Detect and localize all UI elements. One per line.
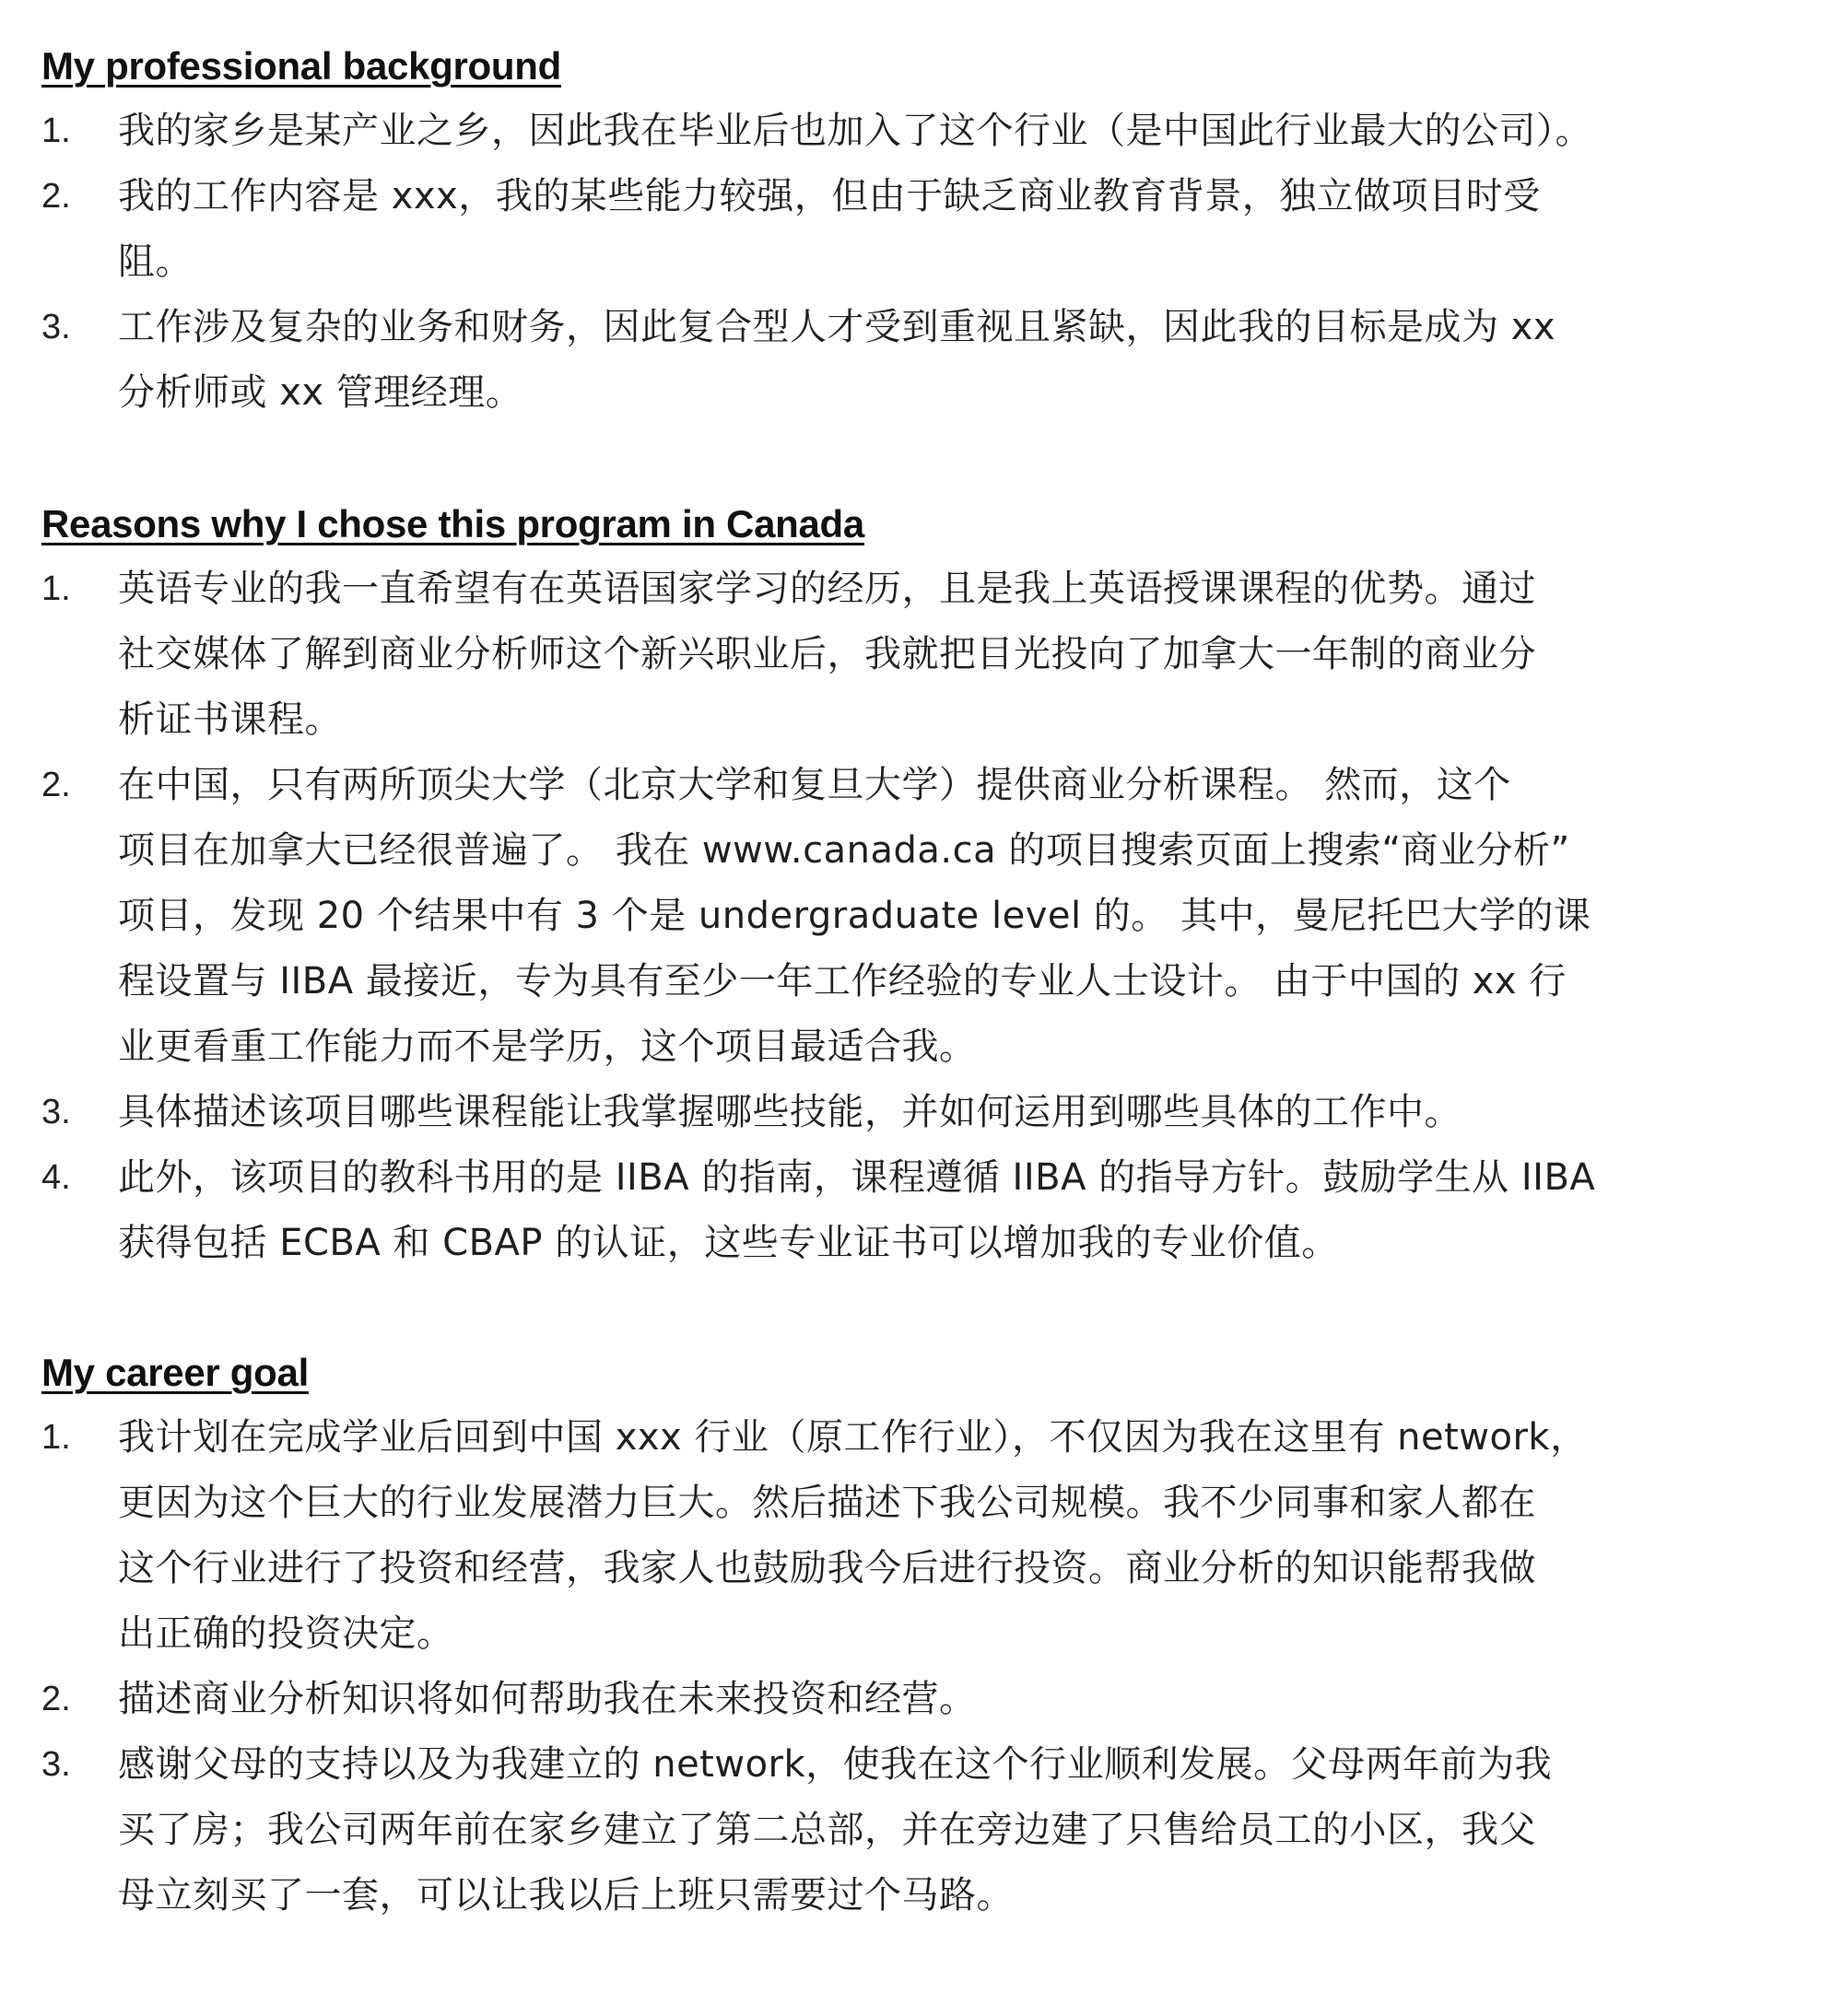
list-text-line: 英语专业的我一直希望有在英语国家学习的经历，且是我上英语授课课程的优势。通过 (118, 568, 1536, 610)
list-text-line: 具体描述该项目哪些课程能让我掌握哪些技能，并如何运用到哪些具体的工作中。 (118, 1091, 1461, 1133)
list-text-line: 更因为这个巨大的行业发展潜力巨大。然后描述下我公司规模。我不少同事和家人都在 (118, 1482, 1536, 1524)
list-text-line: 感谢父母的支持以及为我建立的 network，使我在这个行业顺利发展。父母两年前为我 (118, 1743, 1553, 1786)
list-text-line: 此外，该项目的教科书用的是 IIBA 的指南，课程遵循 IIBA 的指导方针。鼓励学生从 IIBA (118, 1156, 1596, 1199)
list-text-line: 出正确的投资决定。 (118, 1612, 454, 1655)
list-text-line: 项目，发现 20 个结果中有 3 个是 undergraduate level 的。 其中，曼尼托巴大学的课 (118, 895, 1591, 937)
list-text-line: 在中国，只有两所顶尖大学（北京大学和复旦大学）提供商业分析课程。 然而，这个 (118, 764, 1511, 806)
list-text-line: 程设置与 IIBA 最接近，专为具有至少一年工作经验的专业人士设计。 由于中国的 xx 行 (118, 960, 1567, 1002)
list-text-line: 业更看重工作能力而不是学历，这个项目最适合我。 (118, 1026, 977, 1068)
list-text-line: 工作涉及复杂的业务和财务，因此复合型人才受到重视且紧缺，因此我的目标是成为 xx (118, 306, 1556, 348)
list-text-line: 这个行业进行了投资和经营，我家人也鼓励我今后进行投资。商业分析的知识能帮我做 (118, 1547, 1536, 1589)
list-text-line: 我的家乡是某产业之乡，因此我在毕业后也加入了这个行业（是中国此行业最大的公司）。 (118, 110, 1592, 152)
list-number: 1. (41, 1418, 71, 1457)
list-number: 2. (41, 177, 71, 216)
list-text-line: 获得包括 ECBA 和 CBAP 的认证，这些专业证书可以增加我的专业价值。 (118, 1222, 1339, 1264)
list-number: 3. (41, 1745, 71, 1784)
list-number: 3. (41, 308, 71, 346)
list-number: 1. (41, 569, 71, 608)
list-text-line: 买了房；我公司两年前在家乡建立了第二总部，并在旁边建了只售给员工的小区，我父 (118, 1809, 1536, 1851)
list-number: 2. (41, 766, 71, 804)
list-number: 3. (41, 1093, 71, 1131)
list-text-line: 项目在加拿大已经很普遍了。 我在 www.canada.ca 的项目搜索页面上搜索“商业分析” (118, 829, 1570, 872)
list-number: 1. (41, 111, 71, 150)
list-text-line: 社交媒体了解到商业分析师这个新兴职业后，我就把目光投向了加拿大一年制的商业分 (118, 633, 1536, 675)
section-heading-reasons: Reasons why I chose this program in Canada (41, 502, 864, 545)
section-heading-career-goal: My career goal (41, 1351, 309, 1394)
list-text-line: 阻。 (118, 240, 193, 283)
list-text-line: 我计划在完成学业后回到中国 xxx 行业（原工作行业），不仅因为我在这里有 network， (118, 1416, 1588, 1459)
list-text-line: 析证书课程。 (118, 698, 342, 741)
list-number: 4. (41, 1158, 71, 1197)
list-text-line: 母立刻买了一套，可以让我以后上班只需要过个马路。 (118, 1874, 1014, 1916)
list-text-line: 描述商业分析知识将如何帮助我在未来投资和经营。 (118, 1678, 977, 1720)
list-text-line: 分析师或 xx 管理经理。 (118, 371, 523, 414)
list-text-line: 我的工作内容是 xxx，我的某些能力较强，但由于缺乏商业教育背景，独立做项目时受 (118, 175, 1541, 217)
section-heading-professional-background: My professional background (41, 44, 561, 88)
list-number: 2. (41, 1680, 71, 1718)
